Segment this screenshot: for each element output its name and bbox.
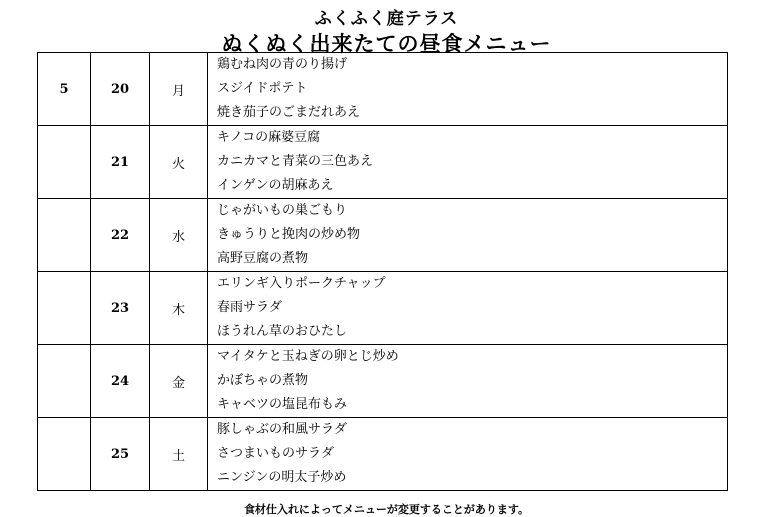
day-cell: 24 — [91, 345, 150, 418]
weekday-cell: 金 — [150, 345, 208, 418]
month-cell — [38, 345, 91, 418]
dish-item: 焼き茄子のごまだれあえ — [217, 105, 361, 120]
month-cell — [38, 272, 91, 345]
dishes-cell — [208, 272, 728, 345]
table-row — [38, 199, 728, 272]
table-row — [38, 53, 728, 126]
table-row — [38, 272, 728, 345]
dish-item: 春雨サラダ — [217, 300, 282, 315]
dish-item: じゃがいもの巣ごもり — [217, 203, 348, 218]
footer-note: 食材仕入れによってメニューが変更することがあります。 — [243, 503, 530, 516]
weekday-cell: 火 — [150, 126, 208, 199]
day-cell: 23 — [91, 272, 150, 345]
dish-item: キノコの麻婆豆腐 — [217, 130, 321, 145]
table-row — [38, 418, 728, 491]
weekday-cell: 木 — [150, 272, 208, 345]
dish-item: カニカマと青菜の三色あえ — [217, 154, 374, 169]
page-subtitle: ぬくぬく出来たての昼食メニュー — [221, 32, 552, 56]
table-row — [38, 126, 728, 199]
weekday-cell: 土 — [150, 418, 208, 491]
dish-item: キャベツの塩昆布もみ — [217, 397, 348, 412]
dish-item: マイタケと玉ねぎの卵とじ炒め — [217, 349, 399, 364]
day-cell: 20 — [91, 53, 150, 126]
day-cell: 21 — [91, 126, 150, 199]
day-cell: 22 — [91, 199, 150, 272]
dish-item: 豚しゃぶの和風サラダ — [217, 422, 347, 437]
month-cell — [38, 418, 91, 491]
dish-item: きゅうりと挽肉の炒め物 — [217, 227, 361, 242]
dish-item: エリンギ入りポークチャップ — [217, 276, 386, 291]
day-cell: 25 — [91, 418, 150, 491]
dish-item: インゲンの胡麻あえ — [217, 178, 334, 193]
month-cell: 5 — [38, 53, 91, 126]
menu-table — [37, 52, 728, 491]
dish-item: かぼちゃの煮物 — [217, 373, 309, 388]
dish-item: 鶏むね肉の青のり揚げ — [217, 57, 348, 72]
dish-item: スジイドポテト — [217, 81, 308, 96]
dishes-cell — [208, 199, 728, 272]
page-title: ふくふく庭テラス — [314, 9, 459, 29]
weekday-cell: 水 — [150, 199, 208, 272]
dish-item: 高野豆腐の煮物 — [217, 251, 309, 266]
dishes-cell — [208, 418, 728, 491]
dish-item: ニンジンの明太子炒め — [217, 470, 347, 485]
dish-item: ほうれん草のおひたし — [217, 324, 348, 339]
dish-item: さつまいものサラダ — [217, 446, 334, 461]
dishes-cell — [208, 53, 728, 126]
dishes-cell — [208, 345, 728, 418]
table-row — [38, 345, 728, 418]
month-cell — [38, 126, 91, 199]
month-cell — [38, 199, 91, 272]
dishes-cell — [208, 126, 728, 199]
weekday-cell: 月 — [150, 53, 208, 126]
